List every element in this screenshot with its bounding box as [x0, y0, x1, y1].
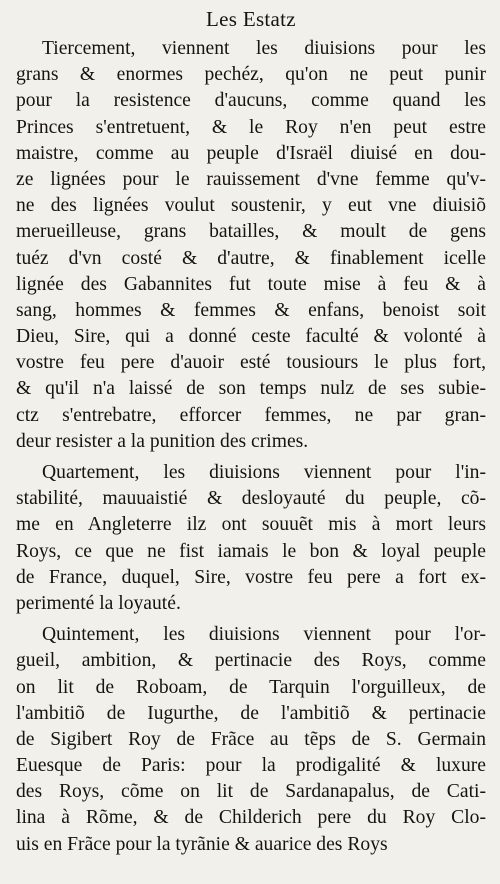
text-line: & qu'il n'a laissé de son temps nulz de ses subie-: [16, 378, 486, 400]
text-line: grans & enormes pechéz, qu'on ne peut punir: [16, 64, 486, 86]
text-line: pour la resistence d'aucuns, comme quand les: [16, 90, 486, 112]
text-line: me en Angleterre ilz ont souuẽt mis à mort leurs: [16, 514, 486, 536]
paragraph: [16, 460, 486, 617]
paragraph: [16, 36, 486, 455]
body-text: [16, 36, 486, 858]
text-line: tuéz d'vn costé & d'autre, & finablement icelle: [16, 247, 486, 269]
text-line: maistre, comme au peuple d'Israël diuisé en dou-: [16, 142, 486, 164]
text-line: Quartement, les diuisions viennent pour l'in-: [42, 462, 486, 483]
paragraph: [16, 622, 486, 858]
text-line: ze lignées pour le rauissement d'vne femme qu'v-: [16, 168, 486, 190]
text-line: stabilité, mauuaistié & desloyauté du peuple, cõ-: [16, 488, 486, 510]
text-line: Princes s'entretuent, & le Roy n'en peut estre: [16, 116, 486, 138]
text-line: merueilleuse, grans batailles, & moult de gens: [16, 221, 486, 243]
text-line: on lit de Roboam, de Tarquin l'orguilleux, de: [16, 676, 486, 698]
text-line: l'ambitiõ de Iugurthe, de l'ambitiõ & pertinacie: [16, 702, 486, 724]
text-line: Roys, ce que ne fist iamais le bon & loyal peuple: [16, 540, 486, 562]
text-line: vostre feu pere d'auoir esté tousiours le plus fort,: [16, 352, 486, 374]
text-line: ctz s'entrebatre, efforcer femmes, ne par gran-: [16, 404, 486, 426]
text-line: sang, hommes & femmes & enfans, benoist soit: [16, 299, 486, 321]
text-line: Euesque de Paris: pour la prodigalité & luxure: [16, 755, 486, 777]
text-line: lignée des Gabannites fut toute mise à feu & à: [16, 273, 486, 295]
text-line: ne des lignées voulut soustenir, y eut vne diuisiõ: [16, 195, 486, 217]
text-line: Tiercement, viennent les diuisions pour les: [42, 38, 486, 59]
text-line: Dieu, Sire, qui a donné ceste faculté & volonté à: [16, 326, 486, 348]
text-line: lina à Rõme, & de Childerich pere du Roy Clo-: [16, 807, 486, 829]
text-line: Quintement, les diuisions viennent pour l'or-: [42, 624, 486, 646]
text-line: des Roys, cõme on lit de Sardanapalus, de Cati-: [16, 781, 486, 803]
text-line: de France, duquel, Sire, vostre feu pere a fort ex-: [16, 566, 486, 588]
text-line: de Sigibert Roy de Frãce au tẽps de S. Germain: [16, 728, 486, 750]
text-line: deur resister a la punition des crimes.: [16, 430, 309, 452]
text-line: uis en Frãce pour la tyrãnie & auarice des Roys: [16, 833, 388, 855]
text-line: gueil, ambition, & pertinacie des Roys, comme: [16, 650, 486, 672]
text-line: perimenté la loyauté.: [16, 592, 181, 614]
running-head: Les Estatz: [206, 7, 296, 31]
